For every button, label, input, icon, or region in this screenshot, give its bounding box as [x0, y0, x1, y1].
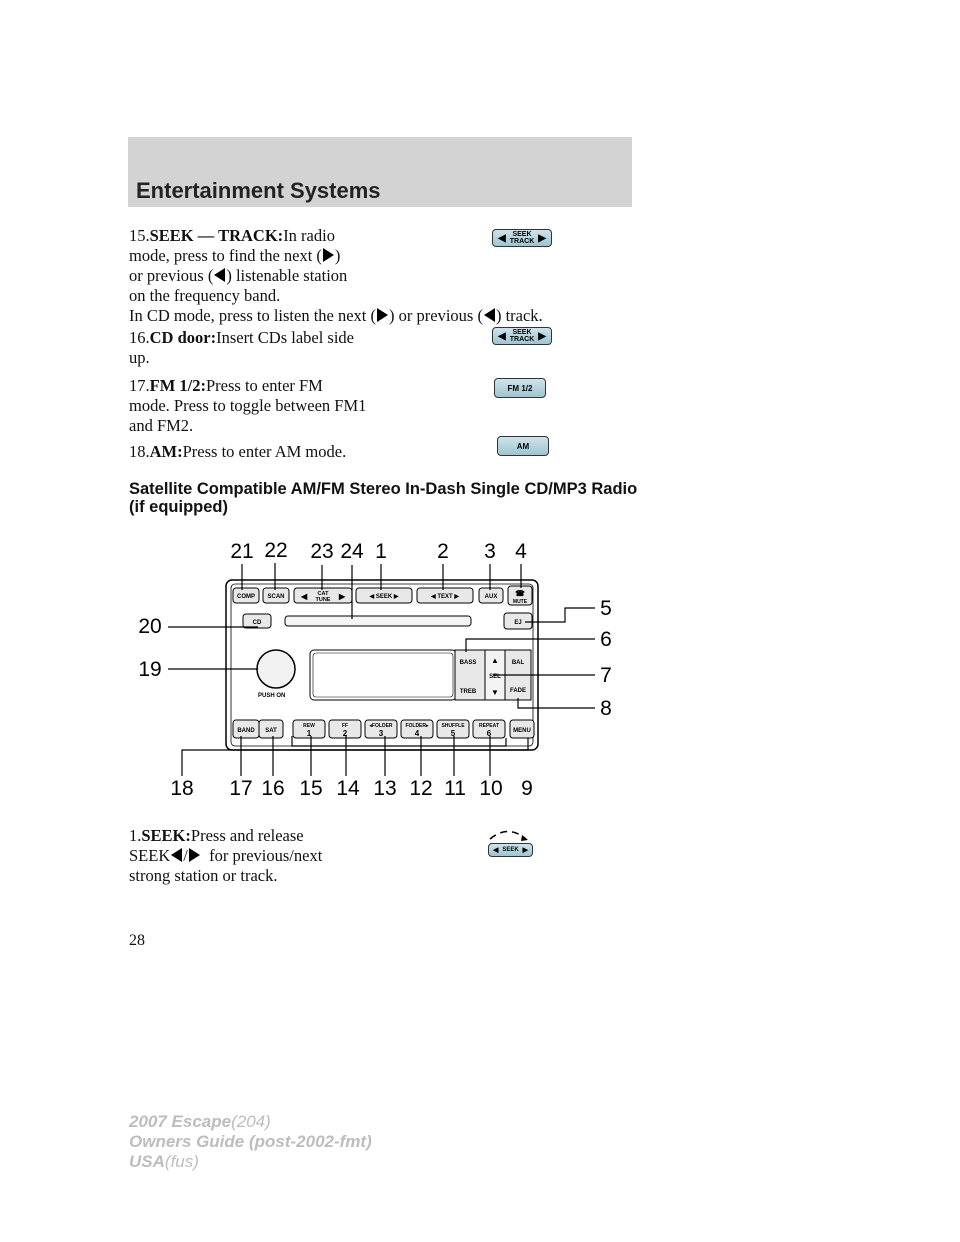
svg-text:4: 4 [515, 540, 527, 563]
display-window [310, 650, 456, 700]
svg-text:18: 18 [170, 777, 194, 800]
svg-text:AUX: AUX [484, 594, 498, 600]
next-arrow-icon [189, 848, 200, 862]
previous-arrow-icon [171, 848, 182, 862]
svg-text:MENU: MENU [513, 728, 531, 734]
press-release-arc-icon [478, 826, 538, 844]
svg-text:24: 24 [340, 540, 364, 563]
svg-text:TUNE: TUNE [315, 597, 331, 603]
svg-text:12: 12 [409, 777, 433, 800]
svg-text:◀ TEXT ▶: ◀ TEXT ▶ [431, 594, 459, 600]
svg-text:21: 21 [230, 540, 254, 563]
svg-text:8: 8 [600, 697, 612, 720]
svg-text:16: 16 [261, 777, 285, 800]
right-arrow-icon: ▶ [339, 592, 346, 601]
svg-text:CD: CD [252, 620, 262, 626]
svg-text:2: 2 [342, 729, 348, 738]
seek-button-icon: ◀ SEEK ▶ [488, 843, 533, 857]
left-arrow-icon: ◀ [498, 232, 506, 244]
svg-text:13: 13 [373, 777, 397, 800]
item-16-term: CD door: [149, 328, 217, 347]
top-button-row [233, 586, 532, 605]
previous-arrow-icon [214, 268, 225, 282]
item-17-line-1: 17.FM 1/2:Press to enter FM [129, 376, 323, 395]
item-15-line-2: mode, press to find the next ( ) [129, 246, 341, 265]
seek-track-button-icon: ◀ SEEK TRACK ▶ [492, 229, 552, 247]
svg-text:◀ SEEK ▶: ◀ SEEK ▶ [369, 594, 399, 600]
svg-text:◂FOLDER: ◂FOLDER [369, 723, 393, 729]
document-footer: 2007 Escape(204) Owners Guide (post-2002-fmt) USA(fus) [129, 1112, 372, 1171]
seek-track-button-icon: ◀ SEEK TRACK ▶ [492, 327, 552, 345]
cd-slot [285, 616, 471, 626]
item-16-line-1: 16.CD door:Insert CDs label side [129, 328, 355, 347]
svg-text:6: 6 [486, 729, 492, 738]
next-arrow-icon [377, 308, 388, 322]
svg-text:2: 2 [437, 540, 449, 563]
svg-text:5: 5 [450, 729, 456, 738]
svg-text:9: 9 [521, 777, 533, 800]
svg-text:14: 14 [336, 777, 360, 800]
svg-text:17: 17 [229, 777, 253, 800]
svg-text:15: 15 [299, 777, 323, 800]
svg-text:22: 22 [264, 539, 288, 562]
svg-text:BASS: BASS [459, 660, 477, 666]
svg-text:4: 4 [414, 729, 420, 738]
svg-text:7: 7 [600, 664, 612, 687]
header-band [128, 137, 632, 207]
svg-text:REW: REW [303, 723, 315, 729]
item-17-term: FM 1/2: [149, 376, 206, 395]
svg-text:10: 10 [479, 777, 503, 800]
svg-text:SEL: SEL [489, 674, 501, 680]
item-1-line-2: SEEK / for previous/next [129, 846, 323, 865]
previous-arrow-icon [484, 308, 495, 322]
svg-text:MUTE: MUTE [512, 599, 528, 605]
right-arrow-icon: ▶ [538, 232, 546, 244]
item-18-line-1: 18.AM:Press to enter AM mode. [129, 442, 347, 461]
svg-text:20: 20 [138, 615, 162, 638]
radio-diagram [0, 520, 960, 850]
svg-text:REPEAT: REPEAT [479, 723, 499, 729]
svg-text:23: 23 [310, 540, 334, 563]
svg-text:EJ: EJ [514, 620, 522, 626]
power-volume-knob [257, 650, 295, 688]
item-18-term: AM: [149, 442, 183, 461]
next-arrow-icon [323, 248, 334, 262]
item-1-line-3: strong station or track. [129, 866, 278, 885]
item-1-term: SEEK: [141, 826, 191, 845]
fm12-button-icon: FM 1/2 [494, 378, 546, 398]
svg-text:TREB: TREB [459, 689, 477, 695]
item-15-line-1: 15.SEEK — TRACK:In radio [129, 226, 335, 245]
left-arrow-icon: ◀ [498, 330, 506, 342]
left-arrow-icon: ◀ [301, 592, 308, 601]
svg-text:SAT: SAT [265, 728, 277, 734]
item-15-line-5: In CD mode, press to listen the next ( ) or previous ( ) track. [129, 306, 543, 325]
right-arrow-icon: ▶ [538, 330, 546, 342]
svg-text:COMP: COMP [237, 594, 255, 600]
svg-text:3: 3 [378, 729, 384, 738]
svg-text:11: 11 [444, 777, 466, 800]
section-title: Entertainment Systems [136, 178, 381, 203]
item-16-line-2: up. [129, 348, 150, 367]
svg-text:SHUFFLE: SHUFFLE [441, 723, 465, 729]
up-arrow-icon: ▲ [491, 656, 499, 665]
page-number: 28 [129, 932, 145, 949]
radio-subsection-title: Satellite Compatible AM/FM Stereo In-Dash Single CD/MP3 Radio (if equipped) [129, 480, 638, 516]
item-17-line-2: mode. Press to toggle between FM1 [129, 396, 367, 415]
left-arrow-icon: ◀ [492, 847, 499, 854]
svg-text:BAND: BAND [237, 728, 255, 734]
item-15-line-3: or previous ( ) listenable station [129, 266, 348, 285]
svg-text:FOLDER▸: FOLDER▸ [405, 723, 429, 729]
item-1-line-1: 1.SEEK:Press and release [129, 826, 304, 845]
svg-text:FADE: FADE [509, 688, 527, 694]
svg-text:BAL: BAL [511, 660, 525, 666]
am-button-icon: AM [497, 436, 549, 456]
svg-text:5: 5 [600, 597, 612, 620]
right-arrow-icon: ▶ [522, 847, 529, 854]
item-15-term: SEEK — TRACK: [149, 226, 284, 245]
svg-text:1: 1 [375, 540, 387, 563]
svg-text:CAT: CAT [317, 591, 329, 597]
svg-text:1: 1 [306, 729, 312, 738]
svg-text:SCAN: SCAN [267, 594, 285, 600]
svg-text:PUSH ON: PUSH ON [258, 693, 286, 699]
down-arrow-icon: ▼ [491, 688, 499, 697]
svg-text:6: 6 [600, 628, 612, 651]
svg-text:3: 3 [484, 540, 496, 563]
phone-icon: ☎ [515, 589, 525, 598]
item-15-line-4: on the frequency band. [129, 286, 281, 305]
svg-text:19: 19 [138, 658, 162, 681]
svg-text:FF: FF [341, 723, 349, 729]
item-17-line-3: and FM2. [129, 416, 194, 435]
